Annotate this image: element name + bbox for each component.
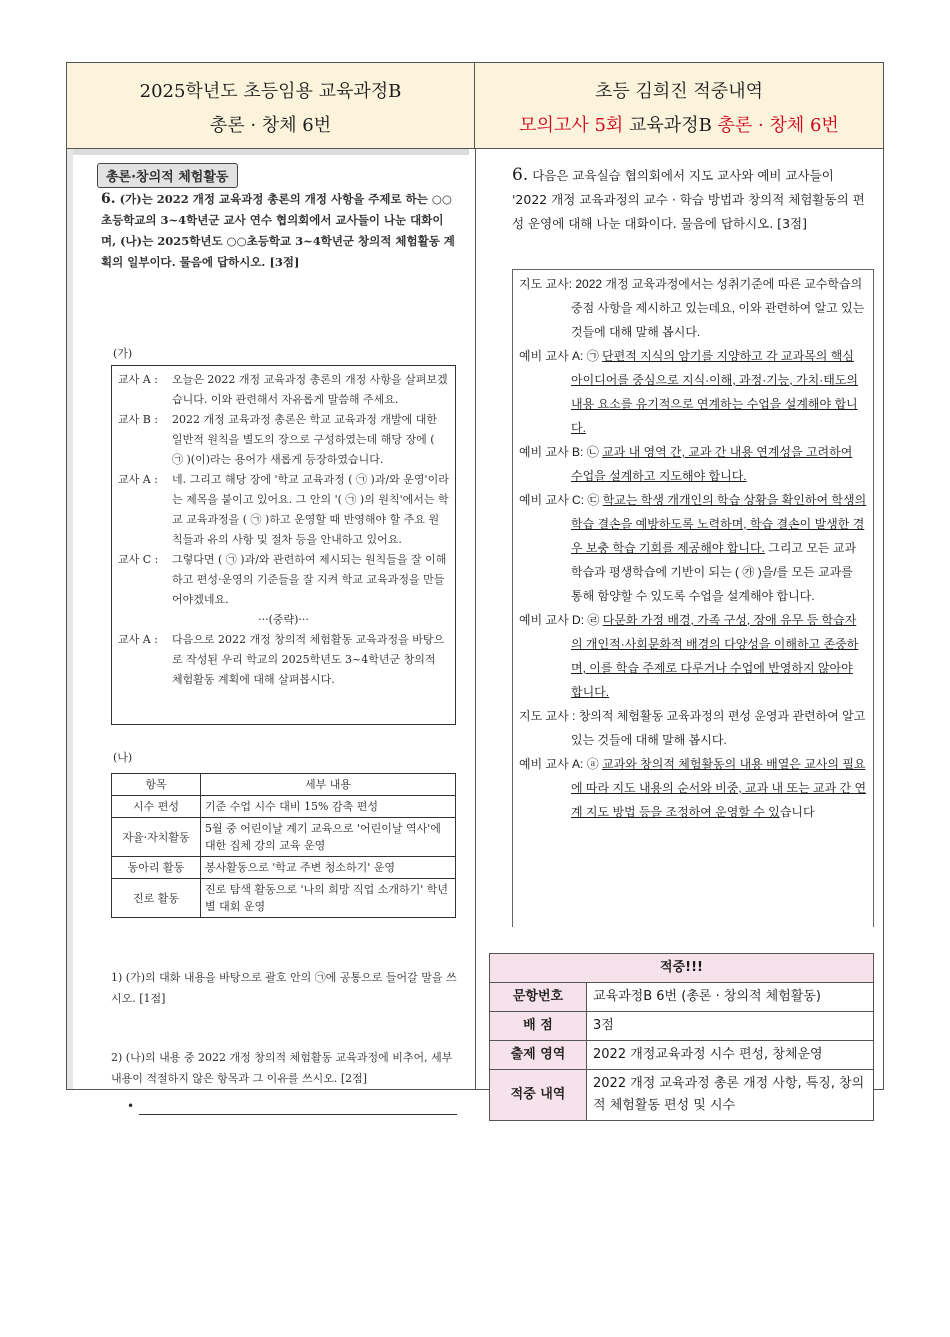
table-row (490, 983, 874, 1012)
dialog-text: 네. 그리고 해당 장에 '학교 교육과정 ( ㉠ )과/와 운영'이라는 제목을 붙이고 있어요. 그 안의 '( ㉠ )의 원칙'에서는 학교 교육과정을 ( ㉠ )하고 운영할 때 반영해야 할 주요 원칙들과 유의 사항 및 절차 등을 안내하고 있어요. (172, 473, 449, 546)
table-row (490, 1012, 874, 1041)
underlined-text: 다문화 가정 배경, 가족 구성, 장애 유무 등 학습자의 개인적·사회문화적 배경의 다양성을 이해하고 존중하며, 이를 학습 주제로 다루거나 수업에 반영하지 않아야 합니다. (571, 613, 859, 699)
dialog-text: 2022 개정 교육과정에서는 성취기준에 따른 교수학습의 중점 사항을 제시하고 있는데요, 이와 관련하여 알고 있는 것들에 대해 말해 봅시다. (571, 277, 865, 339)
dialog-line (519, 752, 867, 824)
dialog-text: ···(중략)··· (258, 613, 309, 626)
teacher-dialog-box (111, 365, 456, 725)
answer-bullet: • (127, 1099, 135, 1113)
dialog-speaker: 교사 A : (118, 373, 158, 386)
scan-edge (67, 149, 73, 1089)
table-cell: 봉사활동으로 '학교 주변 청소하기' 운영 (201, 857, 456, 879)
dialog-line (118, 370, 449, 410)
dialog-speaker: 지도 교사: (519, 277, 576, 291)
dialog-line (519, 272, 867, 344)
table-row (112, 879, 456, 918)
exam-question-panel (67, 149, 475, 1113)
answer-line (139, 1114, 457, 1115)
dialog-line (118, 630, 449, 690)
summary-value: 교육과정B 6번 (총론 · 창의적 체험활동) (587, 983, 874, 1012)
question-text: (가)는 2022 개정 교육과정 총론의 개정 사항을 주제로 하는 ○○초등학교의 3~4학년군 교사 연수 협의회에서 교사들이 나눈 대화이며, (나)는 2025학년도 ○○초등학교 3~4학년군 창의적 체험활동 계획의 일부이다. 물음에 답하시오. [3점] (101, 192, 455, 269)
dialog-line (118, 470, 449, 550)
table-cell: 시수 편성 (112, 796, 201, 818)
dialog-text: 습니다 (779, 805, 815, 819)
table-cell: 자율·자치활동 (112, 818, 201, 857)
dialog-line (519, 440, 867, 488)
header-item: 항목 (112, 774, 201, 796)
summary-title: 적중!!! (490, 954, 874, 983)
right-header-title: 초등 김희진 적중내역 (595, 81, 763, 102)
table-cell: 동아리 활동 (112, 857, 201, 879)
dialog-speaker: 교사 C : (118, 553, 159, 566)
underlined-text: 교과와 창의적 체험활동의 내용 배열은 교사의 필요에 따라 지도 내용의 순서와 비중, 교과 내 또는 교과 간 연계 지도 방법 등을 조정하여 운영할 수 있 (571, 757, 867, 819)
sub-question-2: 2) (나)의 내용 중 2022 개정 창의적 체험활동 교육과정에 비추어, 세부 내용이 적절하지 않은 항목과 그 이유를 쓰시오. [2점] (111, 1051, 453, 1085)
left-header-subtitle: 총론 · 창체 6번 (209, 115, 332, 136)
scan-top-edge (73, 149, 469, 155)
dialog-speaker: 예비 교사 A: (519, 349, 587, 363)
dialog-line (519, 608, 867, 704)
part-ga-label: (가) (113, 347, 133, 360)
table-cell: 기준 수업 시수 대비 15% 감축 편성 (201, 796, 456, 818)
dialog-text: 오늘은 2022 개정 교육과정 총론의 개정 사항을 살펴보겠습니다. 이와 관련해서 자유롭게 말씀해 주세요. (172, 373, 448, 406)
dialog-text: 다음으로 2022 개정 창의적 체험활동 교육과정을 바탕으로 작성된 우리 학교의 2025학년도 3~4학년군 창의적 체험활동 계획에 대해 살펴봅시다. (172, 633, 445, 686)
dialog-line (519, 344, 867, 440)
table-header-row (112, 774, 456, 796)
summary-title-row (490, 954, 874, 983)
sub-question-1: 1) (가)의 대화 내용을 바탕으로 괄호 안의 ㉠에 공통으로 들어갈 말을 쓰시오. [1점] (111, 971, 457, 1005)
curriculum-label: 교육과정B (629, 115, 712, 136)
summary-key: 배 점 (490, 1012, 587, 1041)
question-stem (101, 189, 456, 273)
table-cell: 5월 중 어린이날 계기 교육으로 '어린이날 역사'에 대한 집체 강의 교육 운영 (201, 818, 456, 857)
dialog-text: ㉢ (587, 493, 603, 507)
mock-question-stem (512, 163, 872, 236)
dialog-text: 2022 개정 교육과정 총론은 학교 교육과정 개발에 대한 일반적 원칙을 별도의 장으로 구성하였는데 해당 장에 ( ㉠ )(이)라는 용어가 새롭게 등장하였습니다. (172, 413, 437, 466)
left-header-title: 2025학년도 초등임용 교육과정B (139, 81, 402, 102)
mock-dialog-box (512, 269, 874, 927)
dialog-speaker: 교사 A : (118, 633, 158, 646)
dialog-line (118, 550, 449, 610)
underlined-text: 학교는 학생 개개인의 학습 상황을 확인하여 학생의 학습 결손을 예방하도록 노력하며, 학습 결손이 발생한 경우 보충 학습 기회를 제공해야 합니다. (571, 493, 867, 555)
dialog-text: ㉣ (587, 613, 603, 627)
dialog-speaker: 교사 B : (118, 413, 159, 426)
table-row (112, 818, 456, 857)
table-cell: 진로 활동 (112, 879, 201, 918)
mock-exam-label: 모의고사 5회 (519, 115, 624, 136)
left-header (67, 63, 475, 149)
dialog-speaker: 예비 교사 B: (519, 445, 587, 459)
summary-key: 문항번호 (490, 983, 587, 1012)
dialog-speaker: 예비 교사 D: (519, 613, 588, 627)
dialog-speaker: 예비 교사 A: (519, 757, 587, 771)
dialog-text: 창의적 체험활동 교육과정의 편성 운영과 관련하여 알고 있는 것들에 대해 말해 봅시다. (571, 709, 866, 747)
table-row (112, 857, 456, 879)
summary-key: 출제 영역 (490, 1041, 587, 1070)
right-header-subtitle (475, 111, 883, 137)
dialog-speaker: 예비 교사 C: (519, 493, 588, 507)
mock-question-number: 6. (512, 165, 529, 185)
mock-question-text: 다음은 교육실습 협의회에서 지도 교사와 예비 교사들이 '2022 개정 교육과정의 교수 · 학습 방법과 창의적 체험활동의 편성 운영에 대해 나눈 대화이다. 물음에 답하시오. [3점] (512, 168, 865, 231)
table-row (490, 1041, 874, 1070)
dialog-speaker: 지도 교사 : (519, 709, 579, 723)
dialog-text: ⓐ (586, 757, 603, 771)
header-detail: 세부 내용 (201, 774, 456, 796)
right-header (475, 63, 883, 149)
section-label: 총론 · 창체 6번 (717, 115, 839, 136)
summary-key: 적중 내역 (490, 1070, 587, 1121)
dialog-line (519, 488, 867, 608)
topic-tag: 총론·창의적 체험활동 (97, 163, 238, 188)
dialog-line (519, 704, 867, 752)
activity-plan-table (111, 773, 456, 918)
dialog-line (118, 610, 449, 630)
summary-value: 3점 (587, 1012, 874, 1041)
summary-value: 2022 개정 교육과정 총론 개정 사항, 특징, 창의적 체험활동 편성 및 시수 (587, 1070, 874, 1121)
comparison-frame (66, 62, 884, 1113)
underlined-text: 단편적 지식의 암기를 지양하고 각 교과목의 핵심 아이디어를 중심으로 지식·이해, 과정·기능, 가치·태도의 내용 요소를 유기적으로 연계하는 수업을 설계해야 합니다. (571, 349, 859, 435)
dialog-speaker: 교사 A : (118, 473, 158, 486)
question-number: 6. (101, 191, 116, 207)
dialog-text: 그리고 모든 교과 학습과 평생학습에 기반이 되는 ( ㉮ )을/를 모든 교과를 통해 함양할 수 있도록 수업을 설계해야 합니다. (571, 541, 857, 603)
part-na-label: (나) (113, 751, 133, 764)
underlined-text: 교과 내 영역 간, 교과 간 내용 연계성을 고려하여 수업을 설계하고 지도해야 합니다. (571, 445, 853, 483)
dialog-line (118, 410, 449, 470)
dialog-text: ㉡ (586, 445, 603, 459)
dialog-text: 그렇다면 ( ㉠ )과/와 관련하여 제시되는 원칙들을 잘 이해하고 편성·운영의 기준들을 잘 지켜 학교 교육과정을 만들어야겠네요. (172, 553, 447, 606)
mock-exam-panel (476, 149, 884, 1113)
dialog-text: ㉠ (586, 349, 603, 363)
summary-value: 2022 개정교육과정 시수 편성, 창체운영 (587, 1041, 874, 1070)
hit-summary-table (489, 953, 874, 1121)
table-cell: 진로 탐색 활동으로 '나의 희망 직업 소개하기' 학년별 대회 운영 (201, 879, 456, 918)
table-row (490, 1070, 874, 1121)
table-row (112, 796, 456, 818)
